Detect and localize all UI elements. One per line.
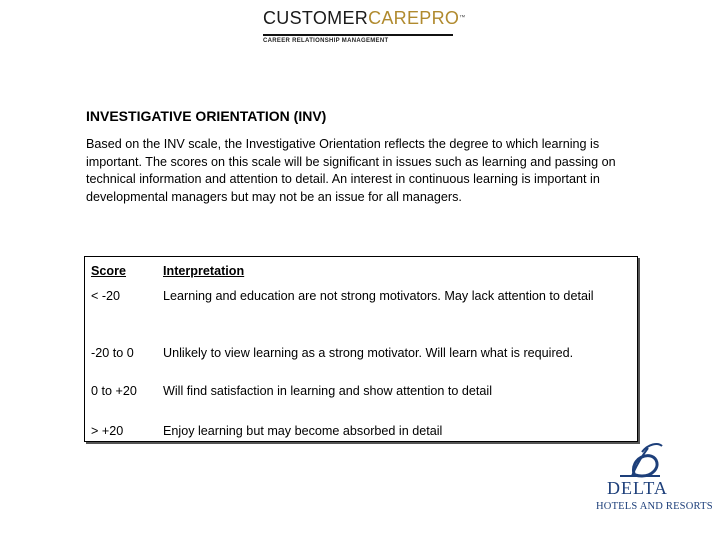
score-cell: -20 to 0 <box>91 346 134 360</box>
score-table <box>84 256 638 442</box>
page-title: INVESTIGATIVE ORIENTATION (INV) <box>86 108 327 124</box>
delta-brand-name: DELTA <box>607 478 668 498</box>
logo-tagline: CAREER RELATIONSHIP MANAGEMENT <box>263 38 389 44</box>
logo-trademark: ™ <box>459 15 466 21</box>
interpretation-cell: Unlikely to view learning as a strong motivator. Will learn what is required. <box>163 346 574 360</box>
header-score: Score <box>91 264 127 278</box>
interpretation-cell: Learning and education are not strong motivators. May lack attention to detail <box>163 289 594 303</box>
header-interpretation: Interpretation <box>163 264 245 278</box>
score-cell: > +20 <box>91 424 124 438</box>
logo-divider <box>263 34 453 36</box>
logo-word-customer: CUSTOMER <box>263 8 369 28</box>
interpretation-cell: Enjoy learning but may become absorbed in detail <box>163 424 443 438</box>
delta-brand-subtitle: HOTELS AND RESORTS <box>596 501 713 512</box>
description-paragraph: Based on the INV scale, the Investigative Orientation reflects the degree to which learning is important. The scores on this scale will be significant in issues such as learning and passing on technical information and attention to detail. An interest in continuous learning is important in developmental managers but may not be an issue for all managers. <box>86 137 616 204</box>
interpretation-cell: Will find satisfaction in learning and show attention to detail <box>163 384 493 398</box>
logo-wordmark <box>263 8 466 28</box>
logo-word-carepro: CAREPRO <box>368 8 460 28</box>
customercarepro-logo <box>263 8 466 48</box>
score-cell: < -20 <box>91 289 121 303</box>
score-cell: 0 to +20 <box>91 384 137 398</box>
